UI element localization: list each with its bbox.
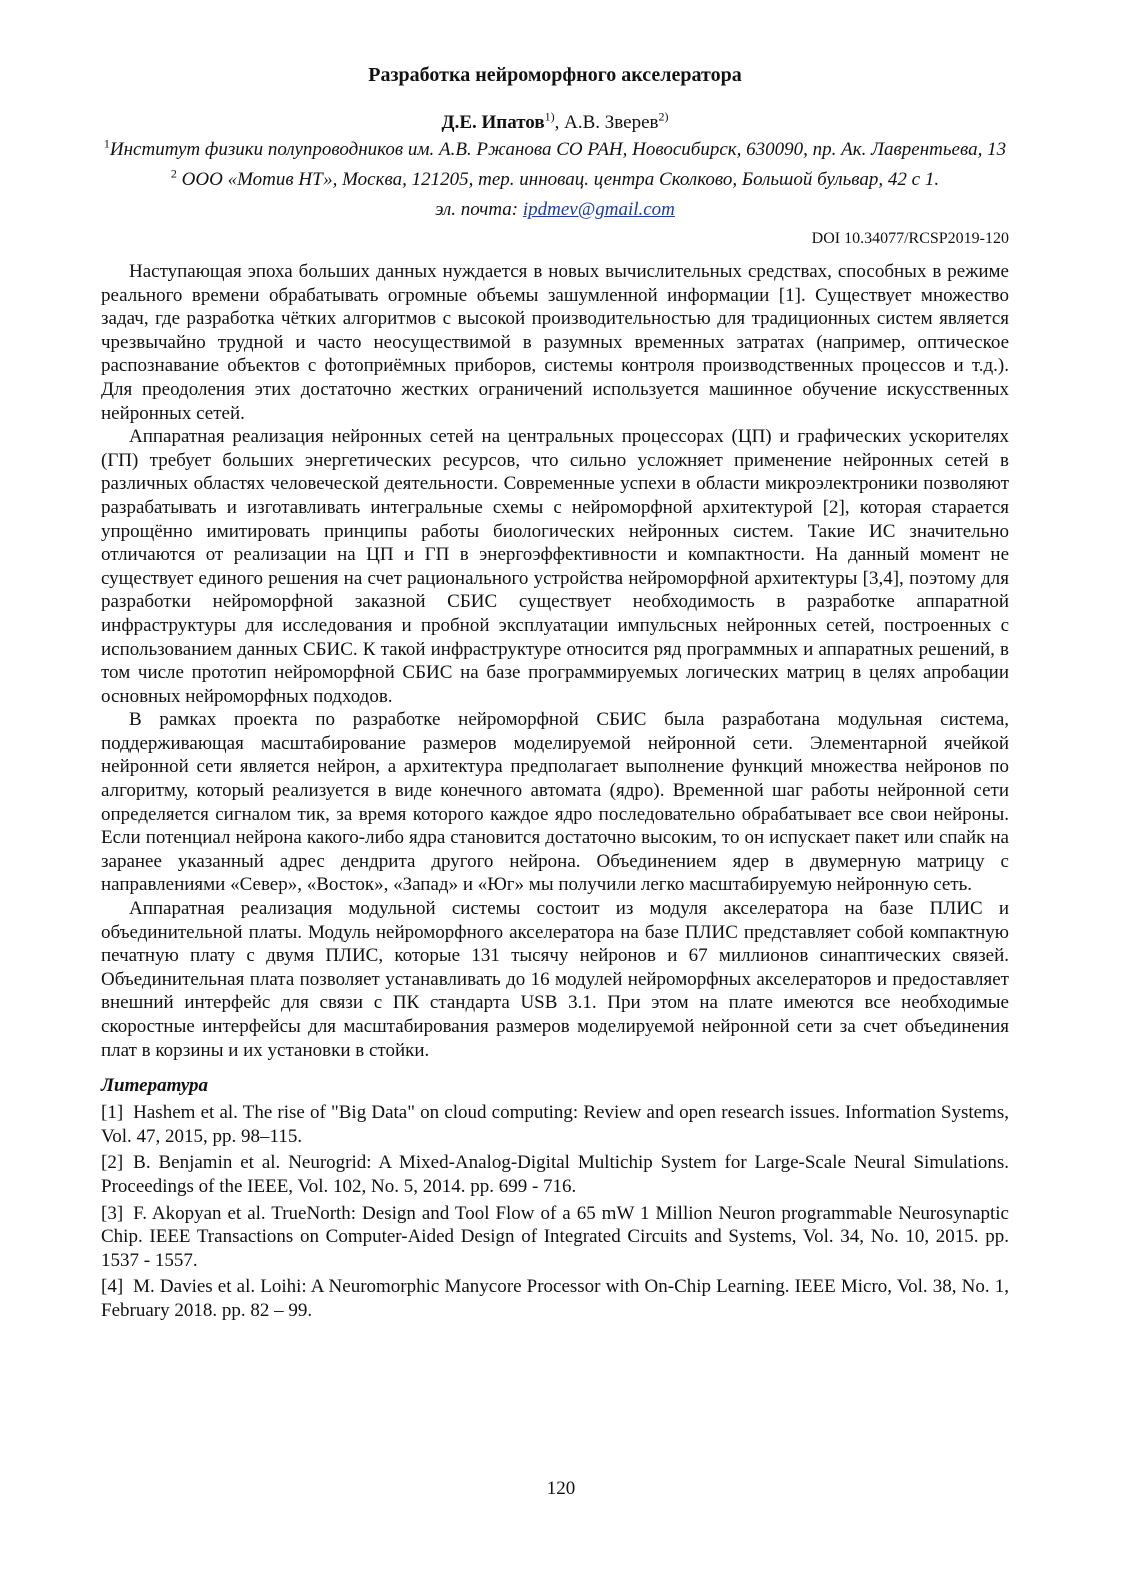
page-number: 120 [546, 1478, 576, 1499]
affiliation-1-mark: 1 [103, 136, 110, 151]
author-separator: , [554, 112, 565, 133]
reference-1-number: [1] [101, 1102, 124, 1124]
reference-3-text: F. Akopyan et al. TrueNorth: Design and Tool Flow of a 65 mW 1 Million Neuron programmable Neurosynaptic Chip. IEEE Transactions on Computer-Aided Design of Integrated Circuits and Systems, Vol. 34, No. 10, 2015. pp. 1537 - 1557. [101, 1202, 1009, 1271]
author-zverev: А.В. Зверев [564, 112, 659, 133]
email-link[interactable]: ipdmev@gmail.com [522, 199, 675, 220]
doi: DOI 10.34077/RCSP2019-120 [811, 230, 1009, 247]
affiliation-1-text: Институт физики полупроводников им. А.В. Ржанова СО РАН, Новосибирск, 630090, пр. Ак. Лаврентьева, 13 [109, 139, 1007, 160]
reference-2-text: B. Benjamin et al. Neurogrid: A Mixed-Analog-Digital Multichip System for Large-Scale Neural Simulations. Proceedings of the IEEE, Vol. 102, No. 5, 2014. pp. 699 - 716. [101, 1152, 1009, 1197]
paper-page [101, 62, 1009, 1326]
references-heading: Литература [101, 1075, 209, 1097]
reference-list [101, 1101, 1009, 1322]
reference-2-number: [2] [101, 1152, 124, 1174]
body-text [101, 260, 1009, 1062]
reference-4-number: [4] [101, 1276, 124, 1298]
reference-2 [101, 1151, 1009, 1198]
paragraph-1: Наступающая эпоха больших данных нуждается в новых вычислительных средствах, способных в режиме реального времени обрабатывать огромные объемы зашумленной информации [1]. Существует множество задач, где разработка чётких алгоритмов с высокой производительностью для традиционных систем является чрезвычайно трудной и часто неосуществимой в разумных временных затратах (например, оптическое распознавание объектов с фотоприёмных приборов, системы контроля производственных процессов и т.д.). Для преодоления этих достаточно жестких ограничений используется машинное обучение искусственных нейронных сетей. [101, 261, 1009, 424]
paper-title: Разработка нейроморфного акселератора [368, 64, 742, 86]
affiliation-2-mark: 2 [170, 166, 177, 181]
paragraph-2: Аппаратная реализация нейронных сетей на центральных процессорах (ЦП) и графических ускорителях (ГП) требует больших энергетических ресурсов, что сильно усложняет применение нейронных сетей в различных областях человеческой деятельности. Современные успехи в области микроэлектроники позволяют разрабатывать и изготавливать интегральные схемы с нейроморфной архитектурой [2], которая старается упрощённо имитировать принципы работы биологических нейронных систем. Такие ИС значительно отличаются от реализации на ЦП и ГП в энергоэффективности и компактности. На данный момент не существует единого решения на счет рационального устройства нейроморфной архитектуры [3,4], поэтому для разработки нейроморфной заказной СБИС существует необходимость в разработке аппаратной инфраструктуры для исследования и пробной эксплуатации импульсных нейронных сетей, построенных с использованием данных СБИС. К такой инфраструктуре относится ряд программных и аппаратных решений, в том числе прототип нейроморфной СБИС на базе программируемых логических матриц в целях апробации основных нейроморфных подходов. [101, 426, 1009, 707]
email-line [101, 197, 1009, 222]
author-line [101, 111, 1009, 135]
author-ipatov: Д.Е. Ипатов [441, 112, 545, 133]
reference-4-text: M. Davies et al. Loihi: A Neuromorphic Manycore Processor with On-Chip Learning. IEEE Micro, Vol. 38, No. 1, February 2018. pp. 82 – 99. [101, 1276, 1009, 1321]
author-ipatov-affil-mark: 1) [544, 109, 555, 124]
reference-4 [101, 1275, 1009, 1322]
affiliation-2-text: ООО «Мотив НТ», Москва, 121205, тер. инновац. центра Сколково, Большой бульвар, 42 с 1. [176, 169, 940, 190]
email-label: эл. почта: [435, 199, 523, 220]
paragraph-3: В рамках проекта по разработке нейроморфной СБИС была разработана модульная система, поддерживающая масштабирование размеров моделируемой нейронной сети. Элементарной ячейкой нейронной сети является нейрон, а архитектура предполагает выполнение функций множества нейронов по алгоритму, который реализуется в виде конечного автомата (ядро). Временной шаг работы нейронной сети определяется сигналом тик, за время которого каждое ядро последовательно обрабатывает все свои нейроны. Если потенциал нейрона какого-либо ядра становится достаточно высоким, то он испускает пакет или спайк на заранее указанный адрес дендрита другого нейрона. Объединением ядер в двумерную матрицу с направлениями «Север», «Восток», «Запад» и «Юг» мы получили легко масштабируемую нейронную сеть. [101, 709, 1009, 896]
affiliation-2 [101, 167, 1009, 192]
reference-1 [101, 1101, 1009, 1148]
reference-3 [101, 1202, 1009, 1273]
paragraph-4: Аппаратная реализация модульной системы состоит из модуля акселератора на базе ПЛИС и объединительной платы. Модуль нейроморфного акселератора на базе ПЛИС представляет собой компактную печатную плату с двумя ПЛИС, которые 131 тысячу нейронов и 67 миллионов синаптических связей. Объединительная плата позволяет устанавливать до 16 модулей нейроморфных акселераторов и предоставляет внешний интерфейс для связи с ПК стандарта USB 3.1. При этом на плате имеются все необходимые скоростные интерфейсы для масштабирования размеров моделируемой нейронной сети за счет объединения плат в корзины и их установки в стойки. [101, 898, 1009, 1061]
reference-1-text: Hashem et al. The rise of "Big Data" on cloud computing: Review and open research issues. Information Systems, Vol. 47, 2015, pp. 98–115. [101, 1102, 1009, 1147]
author-zverev-affil-mark: 2) [658, 109, 669, 124]
reference-3-number: [3] [101, 1202, 124, 1224]
affiliation-1 [101, 137, 1009, 162]
